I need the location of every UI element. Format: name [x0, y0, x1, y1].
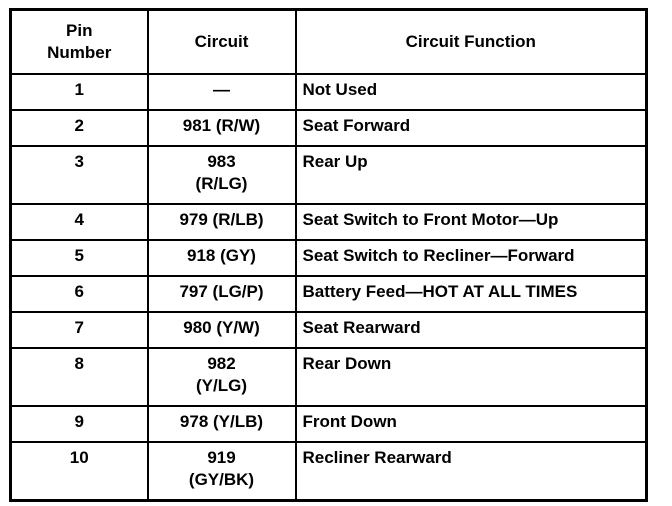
circuit-function-cell: Seat Rearward [296, 312, 647, 348]
header-pin-number [11, 10, 148, 75]
table-row [11, 74, 647, 110]
header-circuit: Circuit [148, 10, 296, 75]
circuit-function-cell: Recliner Rearward [296, 442, 647, 501]
circuit-line: (GY/BK) [188, 470, 255, 489]
circuit-function-cell: Rear Down [296, 348, 647, 406]
circuit-line: 919 [207, 448, 236, 467]
circuit-line: (Y/LG) [196, 376, 247, 395]
circuit-function-cell: Not Used [296, 74, 647, 110]
circuit-function-cell: Seat Forward [296, 110, 647, 146]
pin-number-cell: 6 [11, 276, 148, 312]
pin-number-cell: 8 [11, 348, 148, 406]
pin-number-cell: 10 [11, 442, 148, 501]
table-row [11, 312, 647, 348]
circuit-line: — [213, 80, 230, 99]
pin-number-cell: 5 [11, 240, 148, 276]
circuit-line: 981 (R/W) [182, 116, 261, 135]
table-row [11, 348, 647, 406]
pin-number-cell: 4 [11, 204, 148, 240]
circuit-cell [148, 312, 296, 348]
circuit-function-cell: Front Down [296, 406, 647, 442]
circuit-function-cell: Seat Switch to Front Motor—Up [296, 204, 647, 240]
circuit-line: 797 (LG/P) [179, 282, 264, 301]
pin-number-cell: 2 [11, 110, 148, 146]
pin-number-cell: 1 [11, 74, 148, 110]
circuit-function-cell: Battery Feed—HOT AT ALL TIMES [296, 276, 647, 312]
circuit-line: 918 (GY) [187, 246, 256, 265]
table-row [11, 110, 647, 146]
circuit-function-cell: Rear Up [296, 146, 647, 204]
circuit-cell [148, 204, 296, 240]
circuit-line: 978 (Y/LB) [179, 412, 264, 431]
header-circuit-function: Circuit Function [296, 10, 647, 75]
circuit-cell [148, 442, 296, 501]
header-pin-line1: Pin [66, 21, 93, 40]
pin-number-cell: 3 [11, 146, 148, 204]
circuit-cell [148, 276, 296, 312]
pin-circuit-table [9, 8, 648, 502]
circuit-cell [148, 348, 296, 406]
pin-number-cell: 7 [11, 312, 148, 348]
table-row [11, 146, 647, 204]
circuit-cell [148, 240, 296, 276]
circuit-line: 980 (Y/W) [183, 318, 260, 337]
table-row [11, 276, 647, 312]
circuit-line: 982 [207, 354, 236, 373]
circuit-cell [148, 146, 296, 204]
circuit-cell [148, 406, 296, 442]
circuit-function-cell: Seat Switch to Recliner—Forward [296, 240, 647, 276]
circuit-cell [148, 74, 296, 110]
table-row [11, 406, 647, 442]
circuit-line: 979 (R/LB) [179, 210, 264, 229]
circuit-cell [148, 110, 296, 146]
circuit-line: 983 [207, 152, 236, 171]
header-pin-line2: Number [47, 43, 112, 62]
table-row [11, 204, 647, 240]
table-row [11, 240, 647, 276]
table-header-row [11, 10, 647, 75]
pin-table-container [9, 8, 648, 502]
table-body [11, 74, 647, 501]
circuit-line: (R/LG) [195, 174, 248, 193]
pin-number-cell: 9 [11, 406, 148, 442]
table-row [11, 442, 647, 501]
